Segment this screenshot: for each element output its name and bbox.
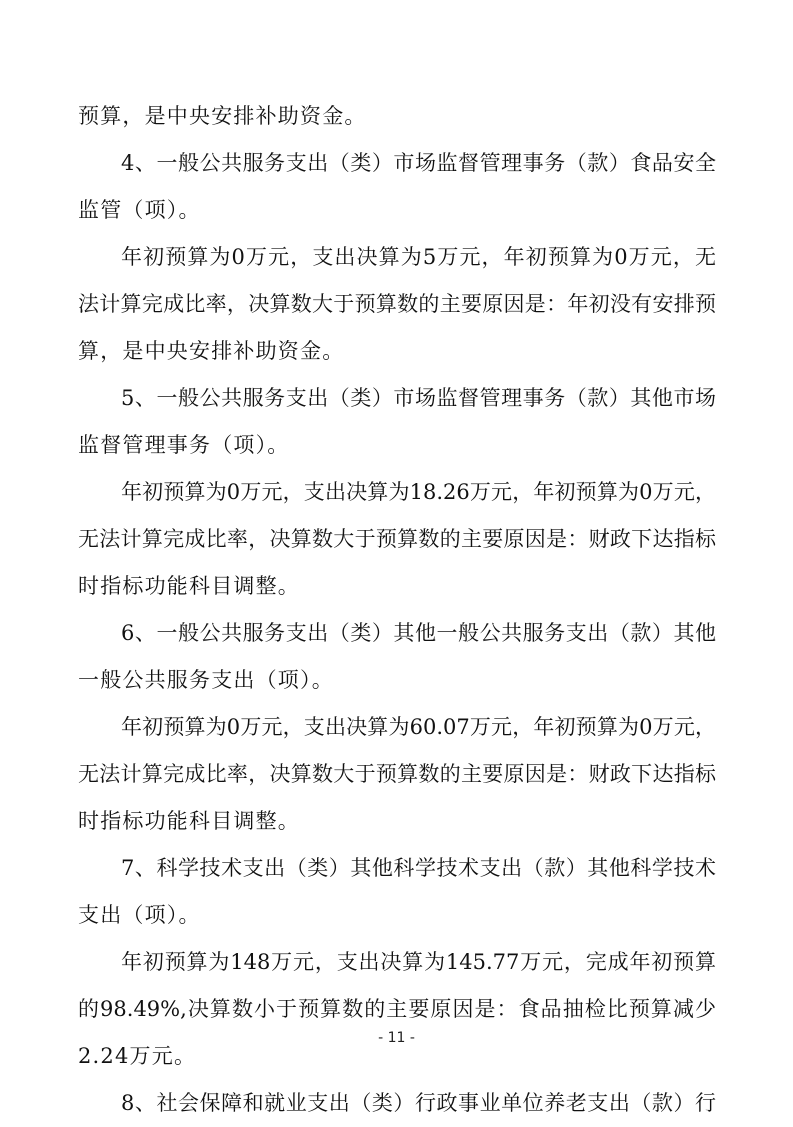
item-4-heading: 4、一般公共服务支出（类）市场监督管理事务（款）食品安全: [121, 151, 716, 175]
item-5-heading: 5、一般公共服务支出（类）市场监督管理事务（款）其他市场: [121, 386, 716, 410]
paragraph-line: 的98.49%,决算数小于预算数的主要原因是：食品抽检比预算减少: [78, 997, 716, 1021]
paragraph-line: 年初预算为148万元，支出决算为145.77万元，完成年初预算: [121, 950, 716, 974]
paragraph-line: 监管（项）。: [78, 198, 201, 222]
paragraph-line: 无法计算完成比率，决算数大于预算数的主要原因是：财政下达指标: [78, 527, 716, 551]
paragraph-line: 算，是中央安排补助资金。: [78, 339, 345, 363]
paragraph-line: 支出（项）。: [78, 903, 201, 927]
page-number: - 11 -: [378, 1030, 415, 1046]
body-text: [78, 93, 716, 1127]
paragraph-line: 预算，是中央安排补助资金。: [78, 104, 367, 128]
paragraph-line: 年初预算为0万元，支出决算为60.07万元，年初预算为0万元，: [121, 715, 716, 739]
item-7-heading: 7、科学技术支出（类）其他科学技术支出（款）其他科学技术: [121, 856, 716, 880]
paragraph-line: 时指标功能科目调整。: [78, 809, 300, 833]
paragraph-line: 监督管理事务（项）。: [78, 433, 290, 457]
paragraph-line: 一般公共服务支出（项）。: [78, 668, 334, 692]
paragraph-line: 无法计算完成比率，决算数大于预算数的主要原因是：财政下达指标: [78, 762, 716, 786]
item-6-heading: 6、一般公共服务支出（类）其他一般公共服务支出（款）其他: [121, 621, 716, 645]
paragraph-line: 时指标功能科目调整。: [78, 574, 300, 598]
paragraph-line: 年初预算为0万元，支出决算为18.26万元，年初预算为0万元，: [121, 480, 716, 504]
paragraph-line: 年初预算为0万元，支出决算为5万元，年初预算为0万元，无: [121, 245, 716, 269]
paragraph-line: 2.24万元。: [78, 1044, 197, 1068]
paragraph-line: 法计算完成比率，决算数大于预算数的主要原因是：年初没有安排预: [78, 292, 716, 316]
item-8-heading: 8、社会保障和就业支出（类）行政事业单位养老支出（款）行: [121, 1091, 716, 1115]
